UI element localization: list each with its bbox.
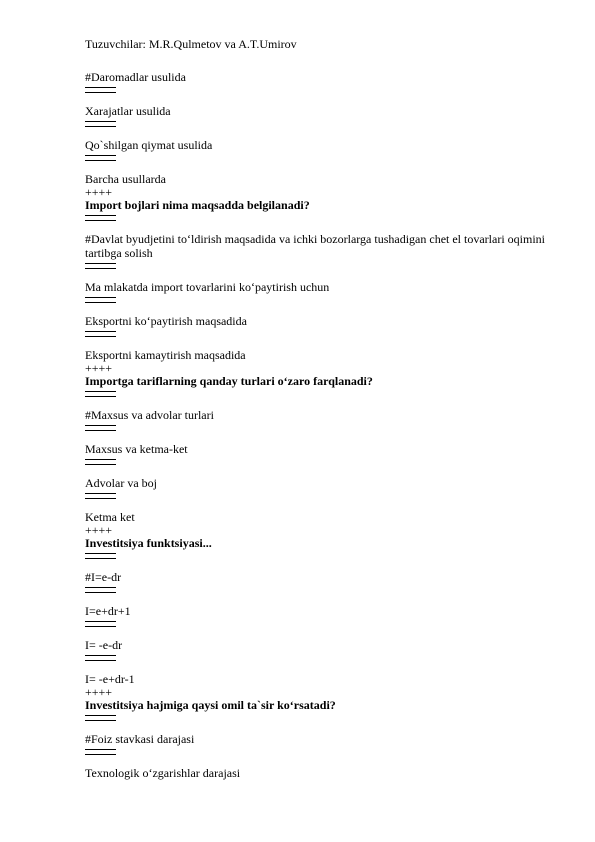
answer-option: I= -e-dr (85, 638, 123, 652)
question-text: Investitsiya funktsiyasi... (85, 536, 212, 550)
separator-rule (85, 553, 116, 559)
separator-rule (85, 587, 116, 593)
answer-option: #Daromadlar usulida (85, 70, 186, 84)
question-text: Import bojlari nima maqsadda belgilanadi? (85, 198, 310, 212)
answer-option: Ma mlakatda import tovarlarini ko‘paytirish uchun (85, 280, 330, 294)
answer-option: Eksportni ko‘paytirish maqsadida (85, 314, 247, 328)
plus-marker: ++++ (85, 685, 113, 699)
plus-marker: ++++ (85, 361, 113, 375)
separator-rule (85, 391, 116, 397)
answer-option: Eksportni kamaytirish maqsadida (85, 348, 246, 362)
answer-option: I=e+dr+1 (85, 604, 131, 618)
separator-rule (85, 621, 116, 627)
answer-option: #Maxsus va advolar turlari (85, 408, 214, 422)
separator-rule (85, 215, 116, 221)
separator-rule (85, 121, 116, 127)
question-text: Investitsiya hajmiga qaysi omil ta`sir ko‘rsatadi? (85, 698, 336, 712)
answer-option: I= -e+dr-1 (85, 672, 135, 686)
separator-rule (85, 155, 116, 161)
answer-option: Xarajatlar usulida (85, 104, 171, 118)
separator-rule (85, 263, 116, 269)
separator-rule (85, 493, 116, 499)
plus-marker: ++++ (85, 185, 113, 199)
answer-option: Barcha usullarda (85, 172, 166, 186)
answer-option: #Davlat byudjetini to‘ldirish maqsadida va ichki bozorlarga tushadigan chet el tovarlari oqimini tartibga solish (85, 232, 548, 260)
answer-option: Maxsus va ketma-ket (85, 442, 188, 456)
separator-rule (85, 715, 116, 721)
answer-option: Qo`shilgan qiymat usulida (85, 138, 213, 152)
separator-rule (85, 749, 116, 755)
separator-rule (85, 87, 116, 93)
question-text: Importga tariflarning qanday turlari o‘zaro farqlanadi? (85, 374, 373, 388)
authors-line: Tuzuvchilar: M.R.Qulmetov va A.T.Umirov (85, 37, 297, 51)
separator-rule (85, 655, 116, 661)
separator-rule (85, 297, 116, 303)
separator-rule (85, 459, 116, 465)
answer-option: #Foiz stavkasi darajasi (85, 732, 195, 746)
document-page (85, 37, 548, 780)
separator-rule (85, 425, 116, 431)
answer-option: Ketma ket (85, 510, 135, 524)
answer-option: Advolar va boj (85, 476, 157, 490)
separator-rule (85, 331, 116, 337)
answer-option: #I=e-dr (85, 570, 122, 584)
answer-option: Texnologik o‘zgarishlar darajasi (85, 766, 241, 780)
plus-marker: ++++ (85, 523, 113, 537)
